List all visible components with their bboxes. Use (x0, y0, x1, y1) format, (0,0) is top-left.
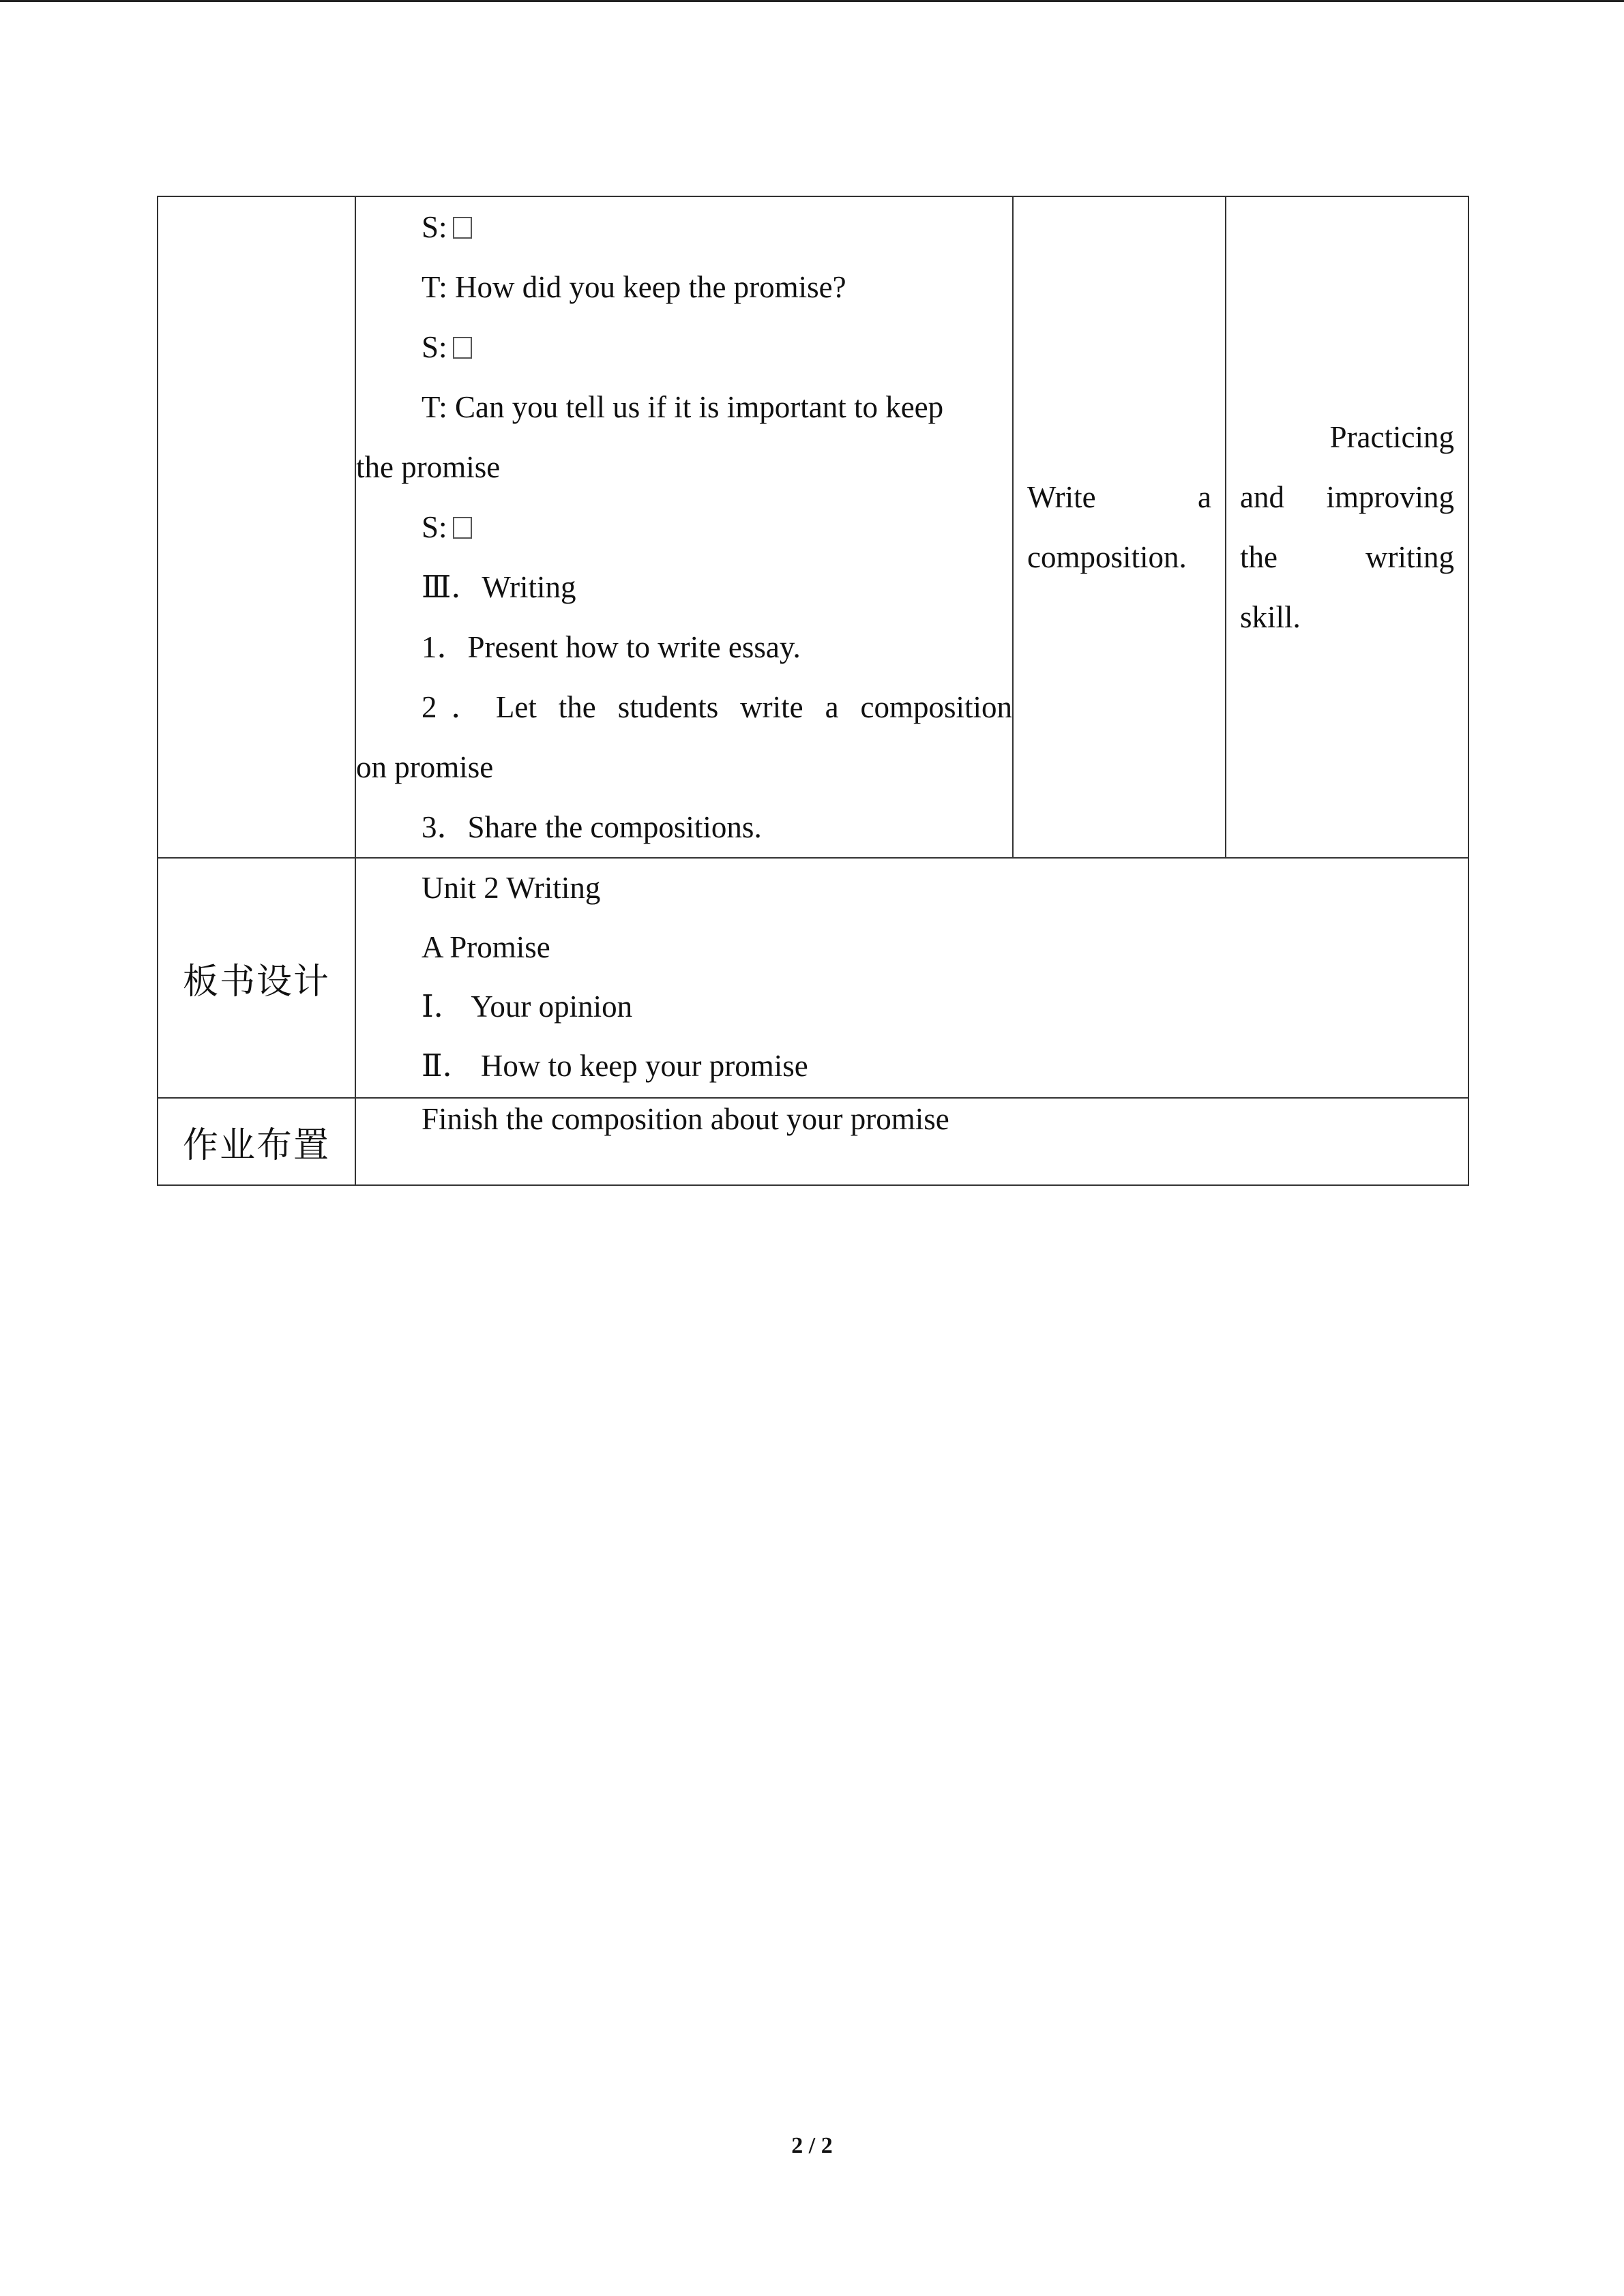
homework-row (158, 1098, 1468, 1185)
teaching-process-row (158, 196, 1468, 858)
process-line: on promise (356, 750, 494, 784)
answer-box-icon (453, 337, 472, 359)
process-line: T: How did you keep the promise? (422, 270, 846, 304)
process-line: 2．Let the students write a composition (422, 690, 1012, 724)
homework-cell (355, 1098, 1468, 1185)
activity-cell (1013, 196, 1226, 858)
process-label-cell (158, 196, 355, 858)
process-cell (355, 196, 1013, 858)
board-line: Ⅰ． Your opinion (422, 989, 633, 1024)
answer-box-icon (453, 517, 472, 539)
board-line: Ⅱ． How to keep your promise (422, 1049, 808, 1083)
process-line: the promise (356, 450, 501, 484)
lesson-plan-table (157, 196, 1469, 1186)
activity-text: Write a composition. (1027, 480, 1211, 574)
process-line: T: Can you tell us if it is important to keep (422, 390, 944, 424)
homework-label: 作业布置 (158, 1098, 355, 1185)
page-top-rule (0, 0, 1624, 2)
board-design-cell (355, 858, 1468, 1098)
board-design-label: 板书设计 (158, 858, 355, 1098)
page-number: 2 / 2 (791, 2133, 833, 2158)
process-line: S: (356, 497, 1012, 557)
purpose-text: Practicing and improving the writing skill. (1240, 420, 1454, 634)
process-line: 1．Present how to write essay. (422, 630, 801, 664)
process-line: S: (356, 317, 1012, 377)
board-line: A Promise (422, 930, 550, 964)
answer-box-icon (453, 217, 472, 239)
board-line: Unit 2 Writing (422, 871, 601, 905)
section-heading: Ⅲ．Writing (422, 570, 576, 604)
process-line: 3．Share the compositions. (422, 810, 762, 844)
board-design-row (158, 858, 1468, 1098)
homework-text: Finish the composition about your promise (422, 1102, 949, 1136)
process-line: S: (356, 197, 1012, 257)
purpose-cell (1226, 196, 1468, 858)
